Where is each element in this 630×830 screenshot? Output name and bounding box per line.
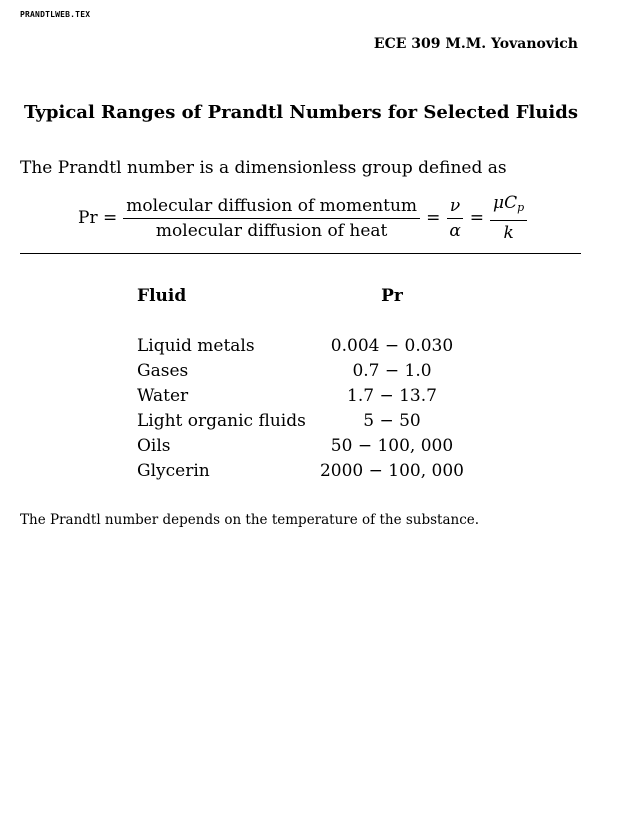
fluid-cell: Liquid metals xyxy=(137,336,255,356)
table-row xyxy=(137,459,467,484)
pr-cell: 1.7 − 13.7 xyxy=(347,386,437,406)
table-row xyxy=(137,384,467,409)
pr-cell: 2000 − 100, 000 xyxy=(319,461,465,481)
table-row xyxy=(137,434,467,459)
fluid-cell: Light organic fluids xyxy=(137,411,306,431)
pr-cell: 50 − 100, 000 xyxy=(330,436,454,456)
equals-sign: = xyxy=(426,208,441,228)
alpha-symbol: α xyxy=(449,220,461,241)
fluid-cell: Glycerin xyxy=(137,461,210,481)
table-row xyxy=(137,334,467,359)
fraction-denominator: molecular diffusion of heat xyxy=(155,220,388,241)
fraction-numerator: molecular diffusion of momentum xyxy=(123,196,420,219)
prandtl-table xyxy=(137,284,467,484)
pr-cell: 0.004 − 0.030 xyxy=(330,336,454,356)
pr-cell: 5 − 50 xyxy=(363,411,421,431)
fluid-cell: Gases xyxy=(137,361,189,381)
p-subscript: p xyxy=(517,201,525,214)
equation-lhs: Pr = xyxy=(78,208,118,228)
mu-cp-term xyxy=(490,193,527,221)
intro-text: The Prandtl number is a dimensionless group defined as xyxy=(20,158,507,178)
source-filename: PRANDTLWEB.TEX xyxy=(20,10,91,19)
equals-sign-2: = xyxy=(469,208,485,228)
fluid-cell: Water xyxy=(137,386,189,406)
mu-c-symbol: μC xyxy=(493,193,518,213)
footnote-text: The Prandtl number depends on the temperature of the substance. xyxy=(20,512,480,528)
fluid-cell: Oils xyxy=(137,436,171,456)
nu-symbol: ν xyxy=(447,196,463,219)
header-pr: Pr xyxy=(381,286,403,306)
table-row xyxy=(137,359,467,384)
page-title: Typical Ranges of Prandtl Numbers for Selected Fluids xyxy=(24,102,578,123)
pr-cell: 0.7 − 1.0 xyxy=(352,361,432,381)
table-header-row xyxy=(137,284,467,309)
table-row xyxy=(137,409,467,434)
fraction-mu-cp-k xyxy=(490,193,527,243)
fraction-diffusion xyxy=(123,196,420,241)
k-symbol: k xyxy=(503,223,514,243)
course-header: ECE 309 M.M. Yovanovich xyxy=(373,36,578,52)
header-fluid: Fluid xyxy=(137,286,187,306)
prandtl-equation xyxy=(78,193,527,243)
fraction-nu-alpha xyxy=(446,196,463,241)
horizontal-rule xyxy=(20,253,581,254)
